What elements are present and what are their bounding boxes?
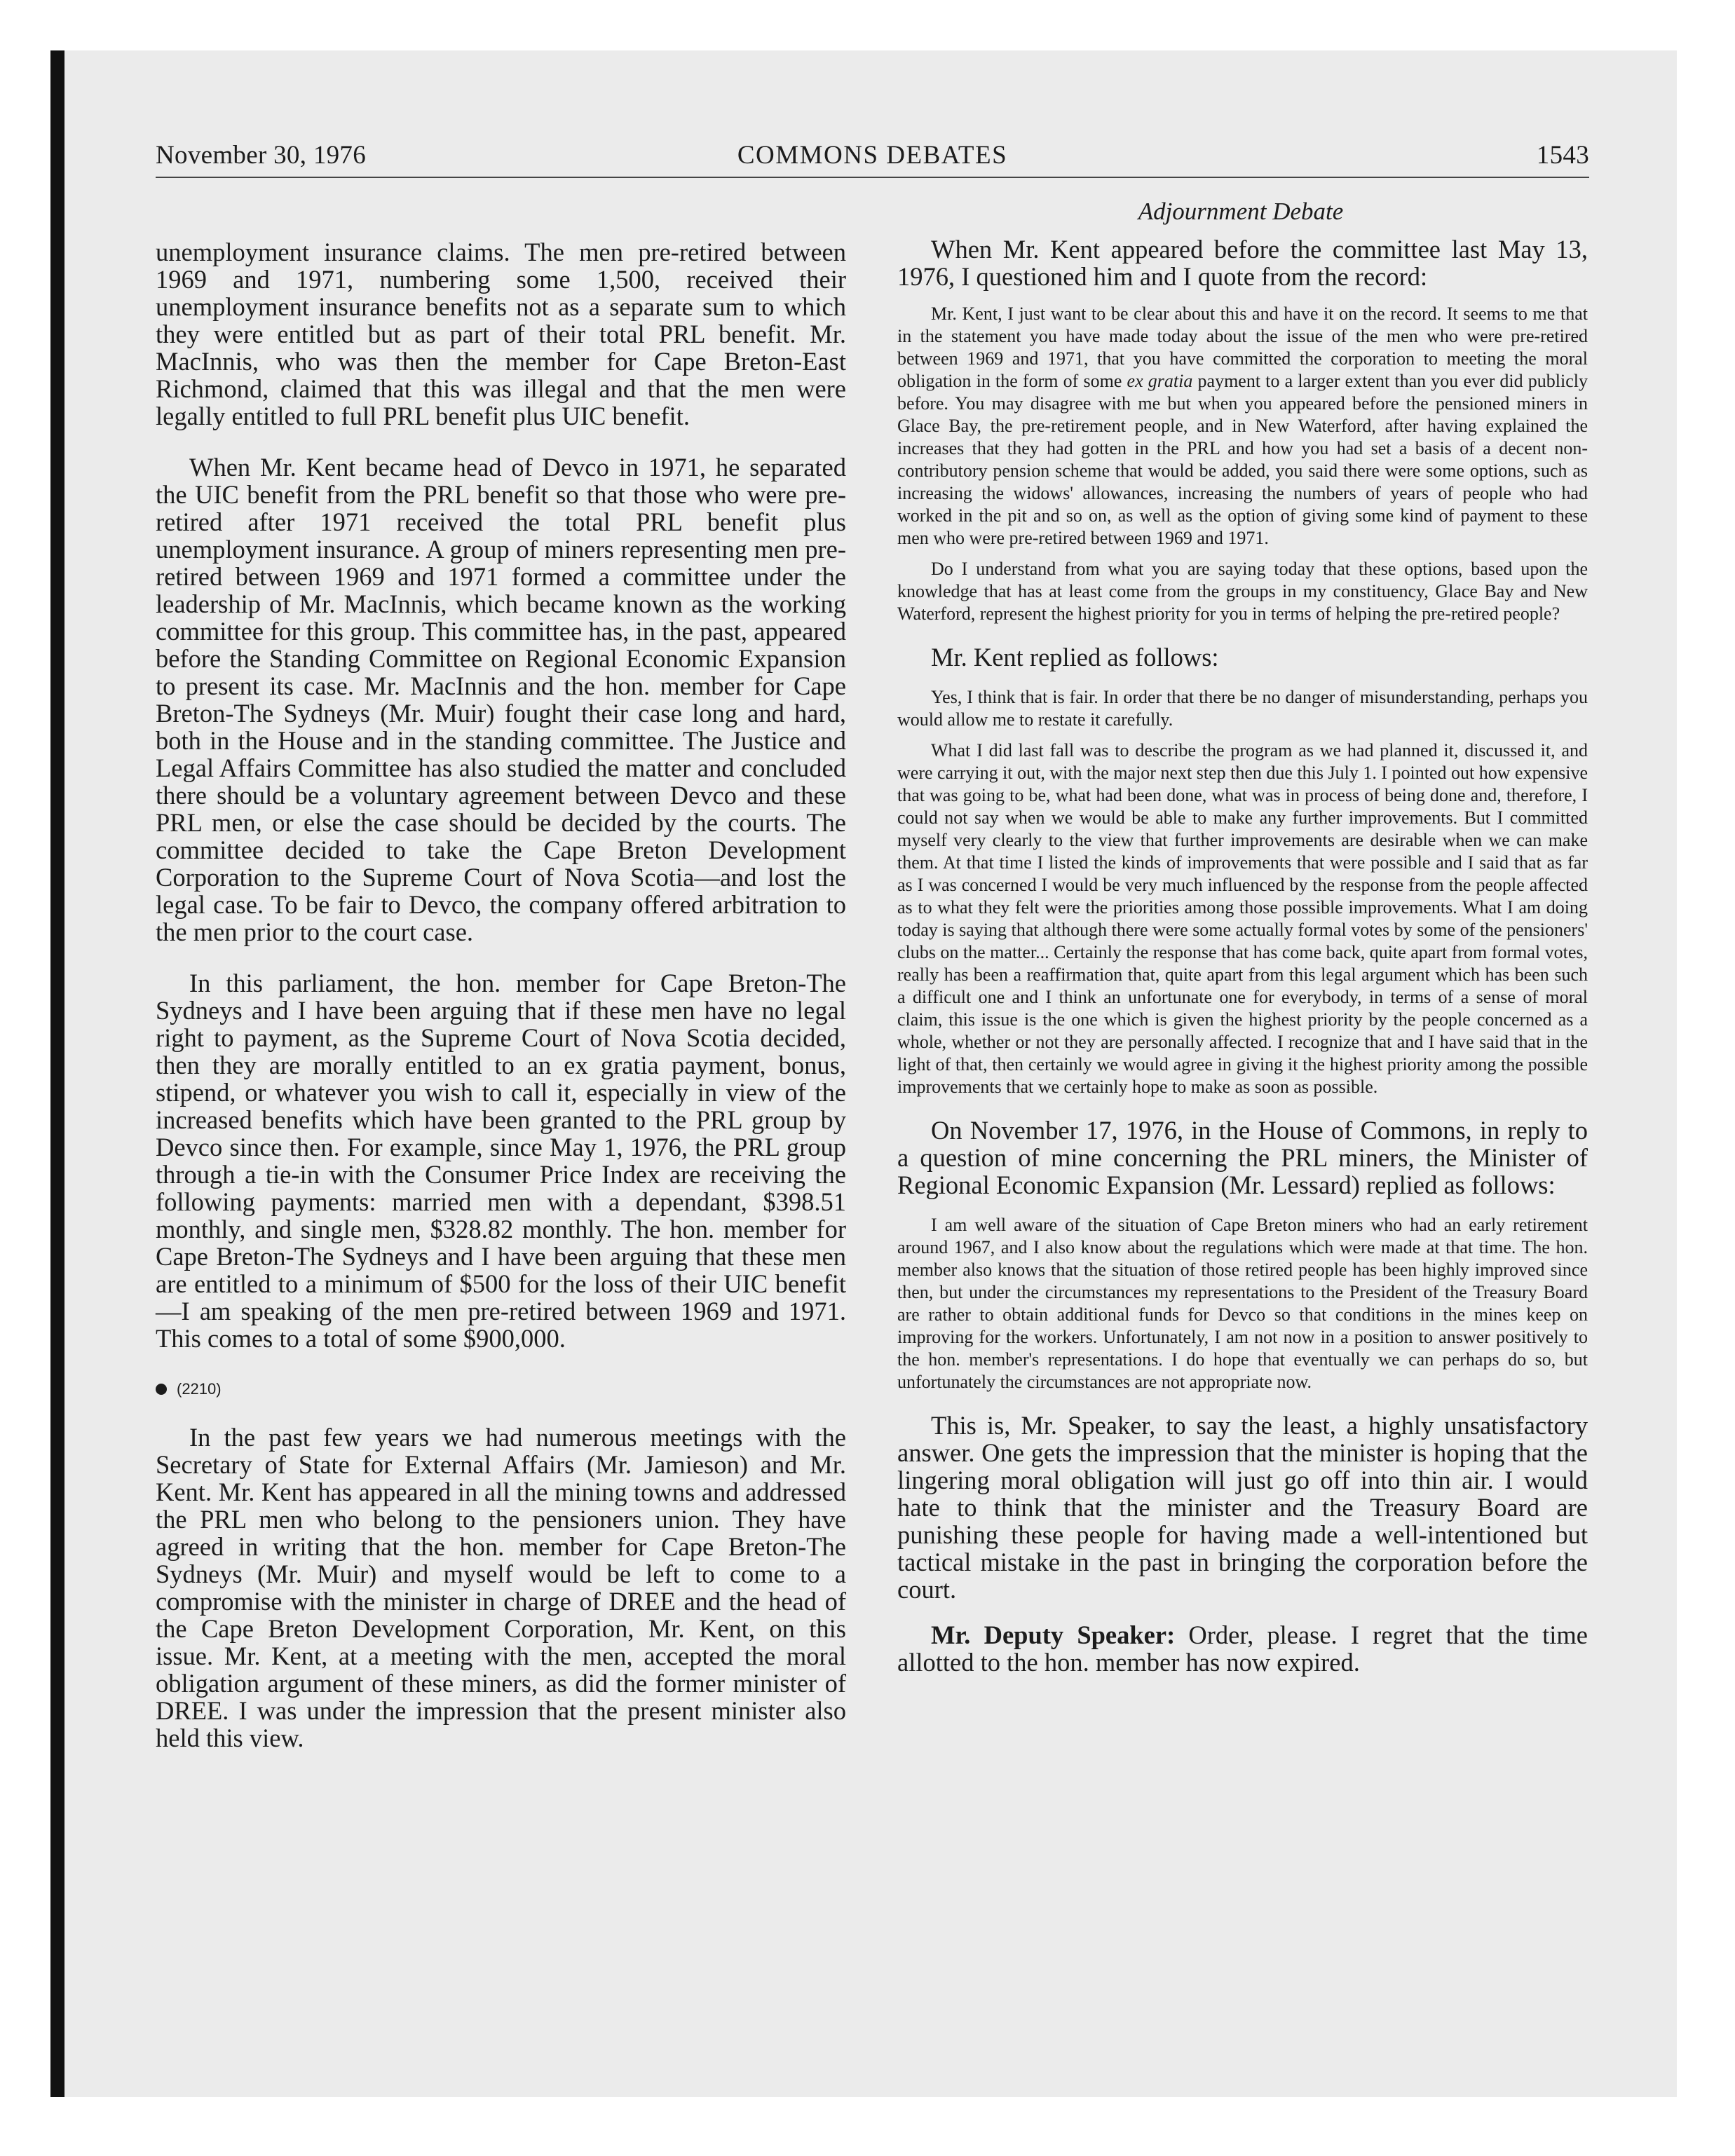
quote-question-1-part-b: payment to a larger extent than you ever did publicly before. You may disagree with me but when you appeared before the pensioned miners in Glace Bay, the pre-retirement people, and in New Waterford, after having explained the increases that they had gotten in the PRL and how you had set a basis of a decent non-contributory pension scheme that would be added, you said there were some options, such as increasing the widows' allowances, increasing the numbers of years of people who had worked in the pit and so on, as well as the option of giving some kind of payment to these men who were pre-retired between 1969 and 1971. bbox=[897, 371, 1588, 548]
time-marker bbox=[156, 1380, 846, 1398]
quote-question-1 bbox=[897, 303, 1588, 550]
left-paragraph-1: unemployment insurance claims. The men pre-retired between 1969 and 1971, numbering some 1,500, received their unemployment insurance benefits not as a separate sum to which they were entitled but as part of their total PRL benefit. Mr. MacInnis, who was then the member for Cape Breton-East Richmond, claimed that this was illegal and that the men were legally entitled to full PRL benefit plus UIC benefit. bbox=[156, 238, 846, 430]
header-date: November 30, 1976 bbox=[156, 141, 367, 170]
header-title: COMMONS DEBATES bbox=[737, 141, 1008, 170]
quote-question-1-part-a: Mr. Kent, I just want to be clear about this and have it on the record. It seems to me that in the statement you have made today about the issue of the men who were pre-retired between 1969 and 1971, that you have committed the corporation to meeting the moral obligation in the form of some bbox=[897, 303, 1588, 391]
right-paragraph-4: This is, Mr. Speaker, to say the least, a highly unsatisfactory answer. One gets the impression that the minister is hoping that the lingering moral obligation will just go off into thin air. I would hate to think that the minister and the Treasury Board are punishing these people for having made a well-intentioned but tactical mistake in the past in bringing the corporation before the court. bbox=[897, 1411, 1588, 1604]
left-column bbox=[156, 238, 846, 1752]
right-column bbox=[897, 236, 1588, 1676]
quote-answer-1: Yes, I think that is fair. In order that there be no danger of misunderstanding, perhaps you would allow me to restate it carefully. bbox=[897, 687, 1588, 730]
right-paragraph-2: Mr. Kent replied as follows: bbox=[931, 643, 1219, 671]
bullet-icon bbox=[156, 1384, 167, 1395]
scan-edge bbox=[50, 50, 64, 2097]
deputy-speaker-remark bbox=[897, 1621, 1588, 1676]
right-paragraph-1: When Mr. Kent appeared before the committee last May 13, 1976, I questioned him and I quote from the record: bbox=[897, 235, 1588, 291]
speaker-text: Order, please. I regret that the time allotted to the hon. member has now expired. bbox=[897, 1621, 1588, 1677]
quote-question-2: Do I understand from what you are saying today that these options, based upon the knowledge that has at least come from the groups in my constituency, Glace Bay and New Waterford, represent the highest priority for you in terms of helping the pre-retired people? bbox=[897, 559, 1588, 624]
speaker-label: Mr. Deputy Speaker: bbox=[931, 1621, 1176, 1649]
quote-minister: I am well aware of the situation of Cape Breton miners who had an early retirement around 1967, and I also know about the regulations which were made at that time. The hon. member also knows that the situation of those retired people has been highly improved since then, but under the circumstances my representations to the President of the Treasury Board are rather to obtain additional funds for Devco so that conditions in the mines keep on improving for the workers. Unfortunately, I am not now in a position to answer positively to the hon. member's representations. I do hope that eventually we can perhaps do so, but unfortunately the circumstances are not appropriate now. bbox=[897, 1215, 1588, 1392]
left-paragraph-2: When Mr. Kent became head of Devco in 1971, he separated the UIC benefit from the PRL benefit so that those who were pre-retired after 1971 received the total PRL benefit plus unemployment insurance. A group of miners representing men pre-retired between 1969 and 1971 formed a committee under the leadership of Mr. MacInnis, which became known as the working committee for this group. This committee has, in the past, appeared before the Standing Committee on Regional Economic Expansion to present its case. Mr. MacInnis and the hon. member for Cape Breton-The Sydneys (Mr. Muir) fought their case long and hard, both in the House and in the standing committee. The Justice and Legal Affairs Committee has also studied the matter and concluded there should be a voluntary agreement between Devco and these PRL men, or else the case should be decided by the courts. The committee decided to take the Cape Breton Development Corporation to the Supreme Court of Nova Scotia—and lost the legal case. To be fair to Devco, the company offered arbitration to the men prior to the court case. bbox=[156, 453, 846, 946]
section-heading: Adjournment Debate bbox=[1138, 198, 1344, 225]
left-paragraph-3: In this parliament, the hon. member for Cape Breton-The Sydneys and I have been arguing that if these men have no legal right to payment, as the Supreme Court of Nova Scotia decided, then they are morally entitled to an ex gratia payment, bonus, stipend, or whatever you wish to call it, especially in view of the increased benefits which have been granted to the PRL group by Devco since then. For example, since May 1, 1976, the PRL group through a tie-in with the Consumer Price Index are receiving the following payments: married men with a dependant, $398.51 monthly, and single men, $328.82 monthly. The hon. member for Cape Breton-The Sydneys and I have been arguing that these men are entitled to a minimum of $500 for the loss of their UIC benefit—I am speaking of the men pre-retired between 1969 and 1971. This comes to a total of some $900,000. bbox=[156, 969, 846, 1353]
quote-answer-2: What I did last fall was to describe the program as we had planned it, discussed it, and were carrying it out, with the major next step then due this July 1. I pointed out how expensive that was going to be, what had been done, what was in process of being done and, therefore, I could not say when we would be able to make any further improvements. But I committed myself very clearly to the view that further improvements are desirable when we can make them. At that time I listed the kinds of improvements that were possible and I said that as far as I was concerned I would be very much influenced by the response from the people affected as to what they felt were the priorities among those possible improvements. What I am doing today is saying that although there were some actually formal votes by some of the pensioners' clubs on the matter... Certainly the response that has come back, quite apart from formal votes, really has been a reaffirmation that, quite apart from this legal argument which has been such a difficult one and I think an unfortunate one for everybody, in terms of a sense of moral claim, this issue is the one which is given the highest priority by the people concerned as a whole, whether or not they are personally affected. I recognize that and I have said that in the light of that, then certainly we would agree in giving it the highest priority among the possible improvements that we certainly hope to make as soon as possible. bbox=[897, 740, 1588, 1097]
time-marker-label: (2210) bbox=[177, 1380, 222, 1398]
right-paragraph-3: On November 17, 1976, in the House of Commons, in reply to a question of mine concerning the PRL miners, the Minister of Regional Economic Expansion (Mr. Lessard) replied as follows: bbox=[897, 1116, 1588, 1199]
page-number: 1543 bbox=[1536, 141, 1589, 170]
page-header bbox=[156, 140, 1589, 177]
left-paragraph-4: In the past few years we had numerous meetings with the Secretary of State for External Affairs (Mr. Jamieson) and Mr. Kent. Mr. Kent has appeared in all the mining towns and addressed the PRL men who belong to the pensioners union. They have agreed in writing that the hon. member for Cape Breton-The Sydneys (Mr. Muir) and myself would be left to come to a compromise with the minister in charge of DREE and the head of the Cape Breton Development Corporation, Mr. Kent, on this issue. Mr. Kent, at a meeting with the men, accepted the moral obligation argument of these miners, as did the former minister of DREE. I was under the impression that the present minister also held this view. bbox=[156, 1423, 846, 1752]
quote-question-1-italic: ex gratia bbox=[1127, 371, 1193, 391]
header-rule bbox=[156, 177, 1589, 178]
